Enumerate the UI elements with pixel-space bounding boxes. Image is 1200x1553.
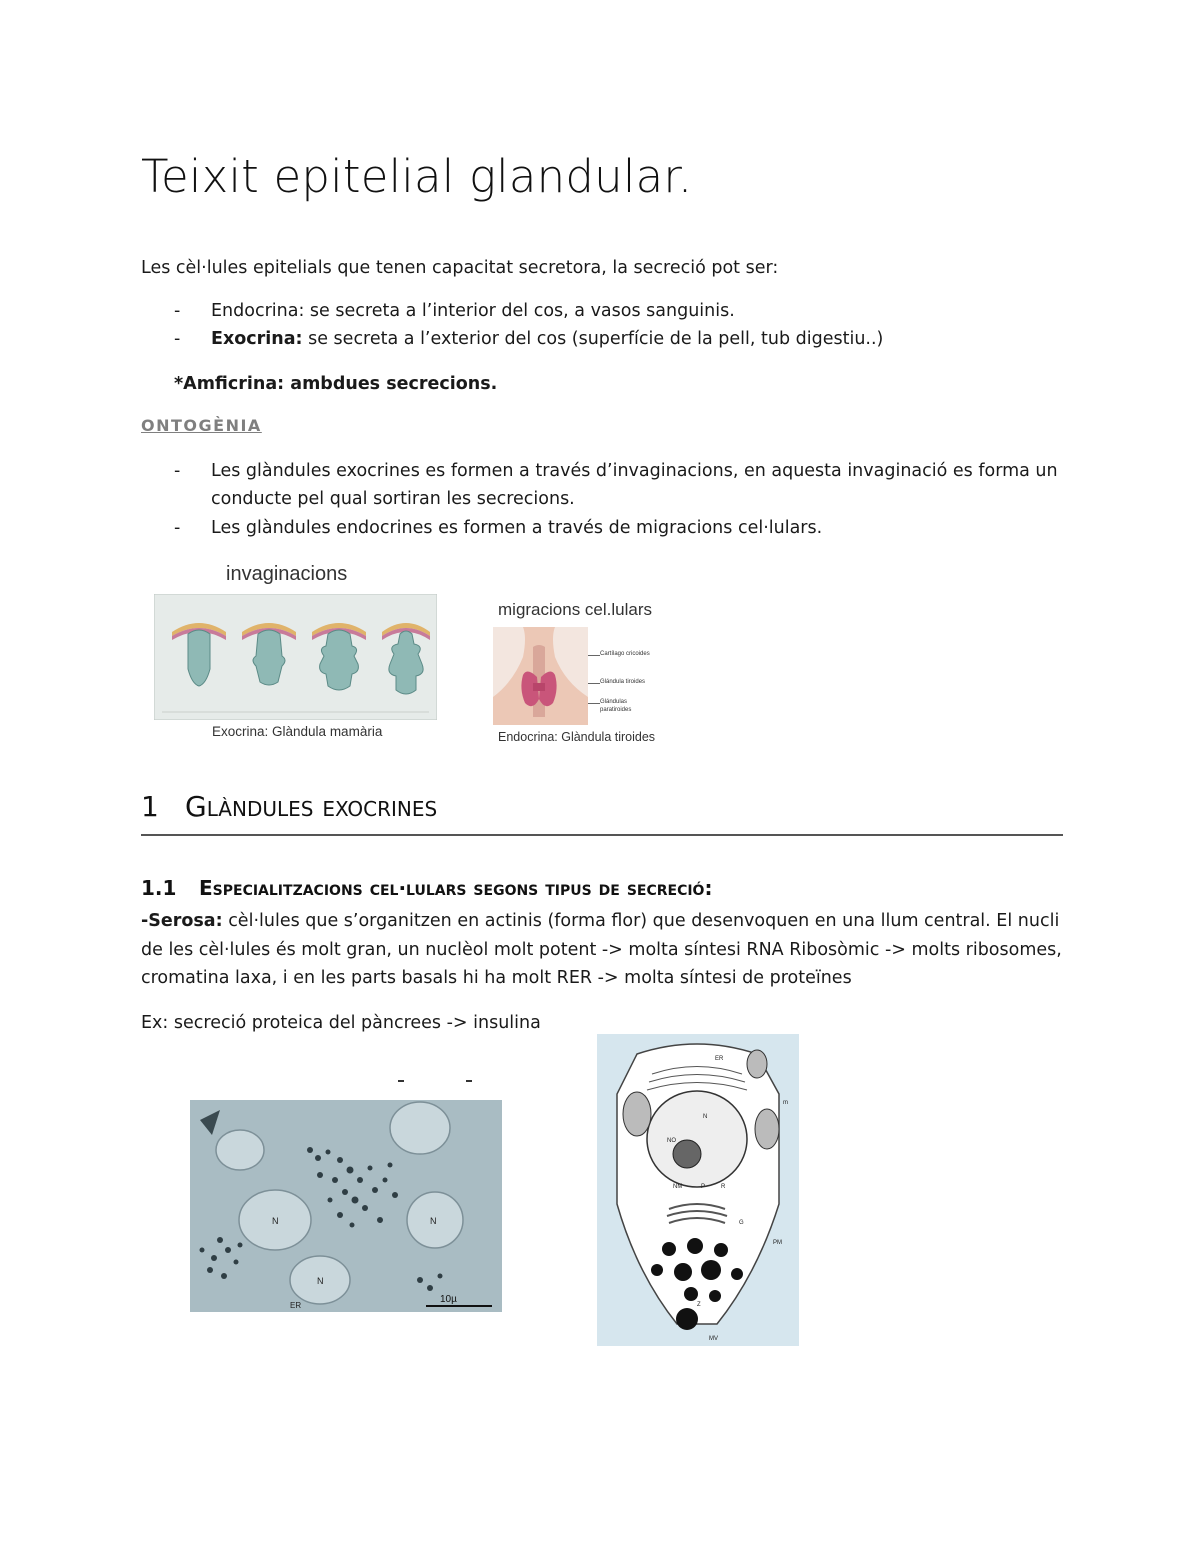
serous-cell-diagram: [597, 1034, 799, 1346]
section-title: Glàndules exocrines: [185, 790, 438, 823]
figure-micrograph: [190, 1080, 502, 1315]
scale-label: 10µ: [440, 1294, 457, 1305]
list-item-text: [211, 325, 883, 353]
thyroid-illustration: [493, 627, 588, 725]
leader-line: [588, 655, 600, 656]
paragraph-text: cèl·lules que s’organitzen en actinis (forma flor) que desenvoquen en una llum central. El nucli: [222, 911, 1060, 931]
micrograph-label: N: [317, 1276, 324, 1286]
section-heading-ontogenia: ONTOGÈNIA: [141, 416, 262, 435]
cell-label: m: [783, 1100, 788, 1106]
figure-label: Cartílago cricoides: [600, 651, 650, 657]
figure-caption: Exocrina: Glàndula mamària: [212, 724, 383, 739]
figure-migracions: [493, 600, 683, 750]
micrograph-label: ER: [290, 1301, 302, 1310]
section-number: 1.1: [141, 876, 177, 900]
definition: : se secreta a l’interior del cos, a vasos sanguinis.: [298, 301, 735, 321]
figure-invaginacions: [154, 563, 454, 748]
micrograph-label: N: [430, 1216, 437, 1226]
figure-caption: Endocrina: Glàndula tiroides: [498, 730, 656, 744]
thyroid-labels: [588, 630, 658, 720]
cell-label: P: [701, 1184, 706, 1190]
cell-label: ER: [715, 1056, 724, 1062]
figure-label: Glándulas: [600, 699, 628, 705]
cell-label: N: [703, 1114, 708, 1120]
cell-label: PM: [773, 1240, 782, 1246]
secretion-types-list: [0, 297, 1200, 357]
figure-title: invaginacions: [226, 563, 348, 585]
mammary-gland-illustration: [154, 594, 437, 720]
serosa-paragraph-line: [141, 907, 1059, 935]
list-item-text: Les glàndules endocrines es formen a través de migracions cel·lulars.: [211, 518, 823, 538]
leader-line: [588, 683, 600, 684]
list-item-text: Les glàndules exocrines es formen a través d’invaginacions, en aquesta invaginació es forma un: [211, 461, 1058, 481]
cell-label: Z: [697, 1302, 701, 1308]
cell-label: NM: [673, 1184, 683, 1190]
example-paragraph: Ex: secreció proteica del pàncrees -> insulina: [141, 1013, 541, 1033]
term: Endocrina: [211, 301, 299, 321]
list-item-text: conducte pel qual sortiran les secrecions.: [211, 489, 575, 509]
figure-label: Glándula tiroides: [600, 679, 646, 685]
serosa-paragraph-line: de les cèl·lules és molt gran, un nuclèol molt potent -> molta síntesi RNA Ribosòmic -> molts ribosomes,: [141, 940, 1062, 960]
cell-label: R: [721, 1184, 726, 1190]
bullet-dash: -: [174, 461, 181, 481]
cell-label: MV: [709, 1336, 718, 1342]
leader-line: [588, 703, 600, 704]
bullet-dash: -: [174, 329, 181, 349]
term: -Serosa:: [141, 911, 223, 931]
figure-label: paratiroides: [600, 707, 632, 713]
section-number: 1: [141, 790, 159, 823]
electron-micrograph: [190, 1080, 502, 1315]
list-item: [0, 297, 1200, 325]
definition: se secreta a l’exterior del cos (superfície de la pell, tub digestiu..): [302, 329, 884, 349]
section-heading-1-1: [141, 876, 712, 900]
bullet-dash: -: [174, 301, 181, 321]
cell-label: G: [739, 1220, 744, 1226]
page-title: Teixit epitelial glandular.: [141, 150, 693, 203]
figure-cell-diagram: [597, 1034, 799, 1346]
serosa-paragraph-line: cromatina laxa, i en les parts basals hi ha molt RER -> molta síntesi de proteïnes: [141, 968, 852, 988]
term: Exocrina:: [211, 329, 303, 349]
section-divider: [141, 834, 1063, 836]
micrograph-label: N: [272, 1216, 279, 1226]
section-title: Especialitzacions cel·lulars segons tipus de secreció:: [199, 876, 713, 900]
bullet-dash: -: [174, 518, 181, 538]
section-heading-1: [141, 790, 437, 823]
cell-label: NO: [667, 1138, 676, 1144]
list-item: [0, 325, 1200, 353]
figure-title: migracions cel.lulars: [498, 600, 652, 619]
ontogenia-list: [0, 457, 1200, 547]
list-item-text: [211, 297, 735, 325]
intro-paragraph: Les cèl·lules epitelials que tenen capacitat secretora, la secreció pot ser:: [141, 258, 779, 278]
amficrina-note: *Amficrina: ambdues secrecions.: [174, 374, 498, 394]
